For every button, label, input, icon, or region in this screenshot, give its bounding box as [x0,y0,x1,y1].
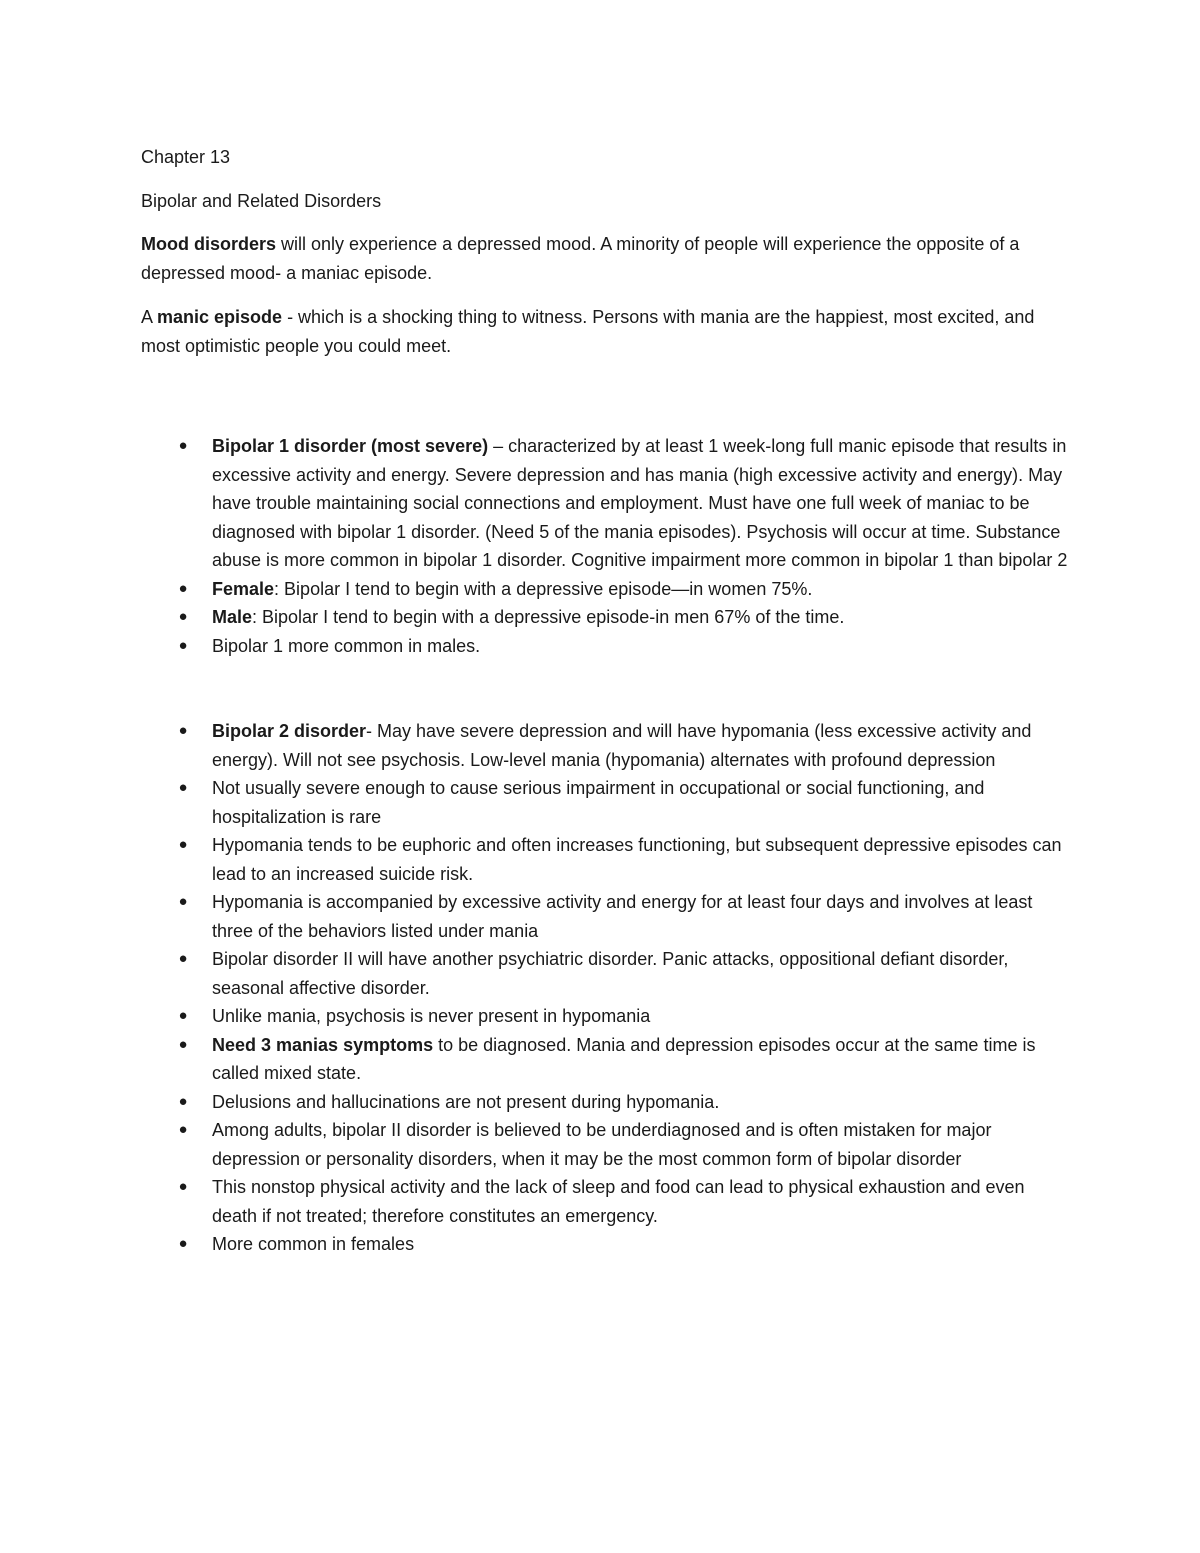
bipolar-2-list [141,717,1071,1259]
list-item-text: Bipolar disorder II will have another psychiatric disorder. Panic attacks, oppositional defiant disorder, seasonal affective disorder. [212,949,1009,998]
bullet-icon: ● [178,1035,188,1053]
list-item-text: Unlike mania, psychosis is never present in hypomania [212,1006,651,1026]
intro-text: will only experience a depressed mood. A minority of people will experience the opposite of a depressed mood- a maniac episode. [141,234,1020,283]
list-item [141,632,1071,661]
list-item [141,1230,1071,1259]
intro-paragraph-manic-episode [141,303,1071,360]
list-item-text: Delusions and hallucinations are not present during hypomania. [212,1091,720,1112]
list-item-term: Bipolar 2 disorder [212,721,367,741]
list-item-text: - May have severe depression and will have hypomania (less excessive activity and energy). Will not see psychosis. Low-level mania (hypomania) alternates with profound depression [212,721,1032,770]
bullet-icon: ● [178,1007,188,1024]
list-item-text: More common in females [212,1234,415,1254]
bullet-icon: ● [178,836,188,853]
bullet-icon: ● [178,1235,188,1252]
bullet-icon: ● [178,437,188,454]
list-item-text: Bipolar 1 more common in males. [212,635,481,656]
list-item-text: This nonstop physical activity and the lack of sleep and food can lead to physical exhaustion and even death if not treated; therefore constitutes an emergency. [212,1177,1025,1226]
list-item [141,1002,1071,1031]
list-item-term: Bipolar 1 disorder (most severe) [212,436,489,456]
term-manic-episode: manic episode [157,307,283,327]
list-item-text: – characterized by at least 1 week-long full manic episode that results in excessive activity and energy. Severe depression and has mania (high excessive activity and energy). May have trouble maintaining social connections and employment. Must have one full week of maniac to be diagnosed with bipolar 1 disorder. (Need 5 of the mania episodes). Psychosis will occur at time. Substance abuse is more common in bipolar 1 disorder. Cognitive impairment more common in bipolar 1 than bipolar 2 [212,436,1068,570]
list-item [141,575,1071,604]
list-item-term: Male [212,607,253,627]
list-item-text: to be diagnosed. Mania and depression episodes occur at the same time is called mixed state. [212,1034,1036,1083]
intro-prefix: A [141,307,158,327]
list-item-text: Not usually severe enough to cause serious impairment in occupational or social functioning, and hospitalization is rare [212,778,985,827]
intro-text: - which is a shocking thing to witness. Persons with mania are the happiest, most excited, and most optimistic people you could meet. [141,307,1035,356]
list-item-term: Need 3 manias symptoms [212,1034,434,1055]
list-item [141,1088,1071,1117]
bullet-icon: ● [178,636,188,654]
list-item-text: : Bipolar I tend to begin with a depressive episode-in men 67% of the time. [252,607,845,627]
bullet-icon: ● [178,722,188,739]
list-item [141,774,1071,831]
list-item [141,1173,1071,1230]
section-subtitle: Bipolar and Related Disorders [141,190,382,211]
intro-paragraph-mood-disorders [141,230,1071,287]
list-item-text: Among adults, bipolar II disorder is believed to be underdiagnosed and is often mistaken for major depression or personality disorders, when it may be the most common form of bipolar disorder [212,1120,992,1169]
bullet-icon: ● [178,1121,188,1138]
list-item [141,603,1071,632]
list-item-text: Hypomania is accompanied by excessive activity and energy for at least four days and involves at least three of the behaviors listed under mania [212,892,1033,941]
list-item-text: Hypomania tends to be euphoric and often increases functioning, but subsequent depressive episodes can lead to an increased suicide risk. [212,835,1062,884]
chapter-title: Chapter 13 [141,147,231,167]
bullet-icon: ● [178,579,188,597]
document-body [141,143,1071,1259]
list-item [141,432,1071,575]
list-item [141,945,1071,1002]
list-item [141,717,1071,774]
list-item-term: Female [212,578,275,599]
bullet-icon: ● [178,608,188,625]
bullet-icon: ● [178,950,188,967]
bullet-icon: ● [178,1092,188,1110]
term-mood-disorders: Mood disorders [141,234,277,254]
bullet-icon: ● [178,779,188,796]
bullet-icon: ● [178,1178,188,1195]
list-item [141,1116,1071,1173]
list-item [141,831,1071,888]
list-item [141,888,1071,945]
list-item [141,1031,1071,1088]
bipolar-1-list [141,432,1071,660]
bullet-icon: ● [178,893,188,910]
list-item-text: : Bipolar I tend to begin with a depressive episode—in women 75%. [274,578,813,599]
